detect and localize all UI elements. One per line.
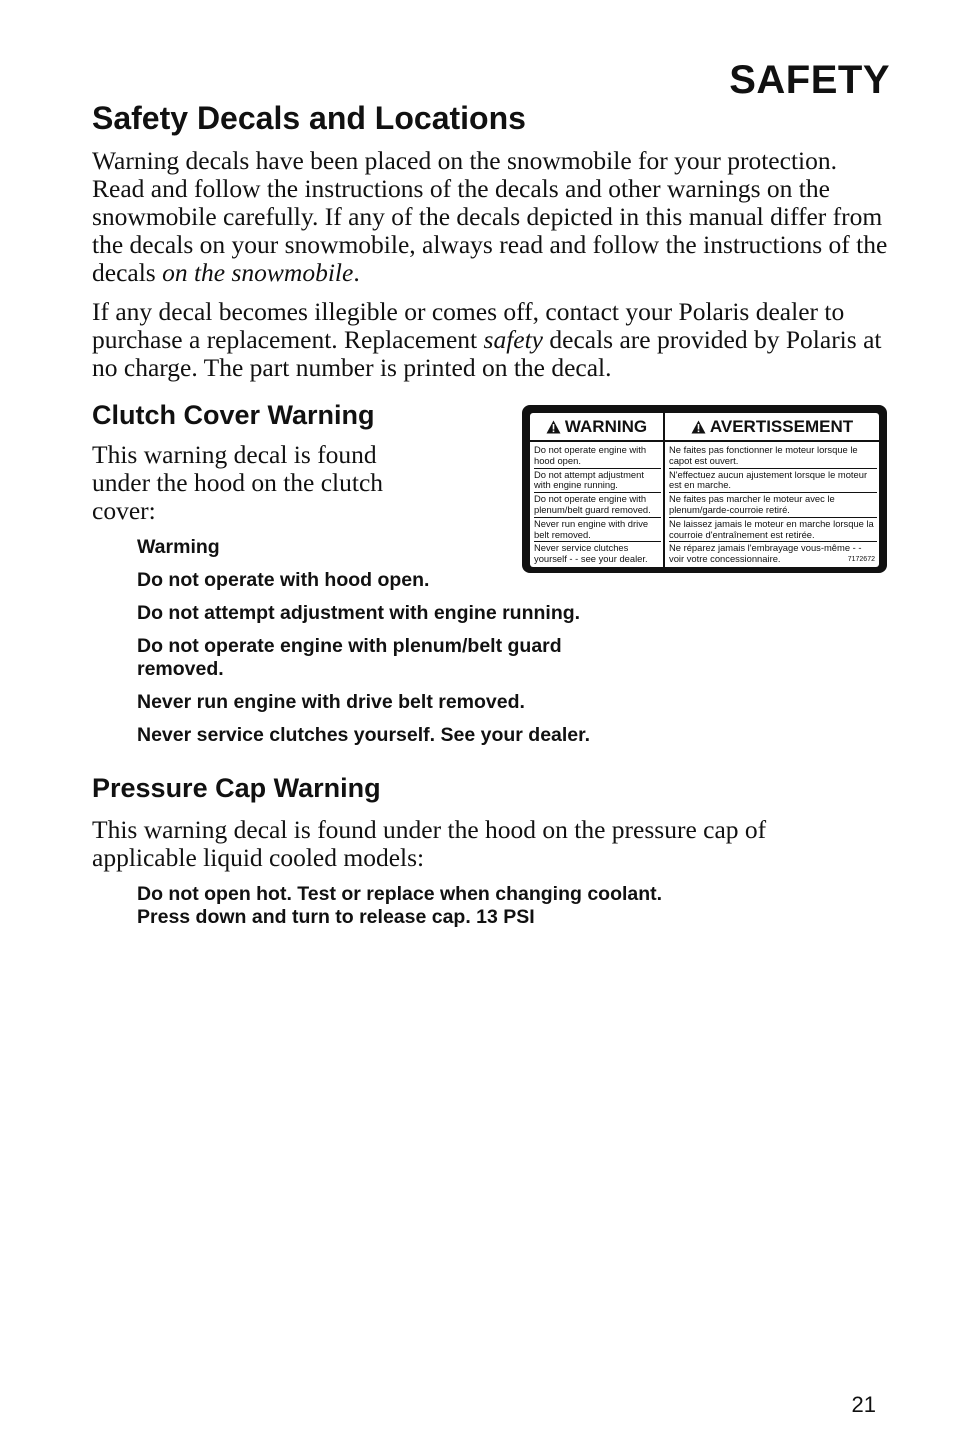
decal-en-line: Do not operate engine with plenum/belt guard removed. [534, 494, 661, 518]
decal-fr-line: N'effectuez aucun ajustement lorsque le moteur est en marche. [669, 470, 877, 494]
page-title: Safety Decals and Locations [92, 100, 526, 136]
decal-header-fr-text: AVERTISSEMENT [709, 416, 854, 436]
decal-fr-line: Ne laissez jamais le moteur en marche lorsque la courroie d'entraînement est retirée. [669, 519, 877, 543]
decal-en-line: Never run engine with drive belt removed. [534, 519, 661, 543]
pressure-line: Do not open hot. Test or replace when changing coolant. Press down and turn to release cap. 13 PSI [137, 883, 663, 928]
clutch-line: Do not operate with hood open. [137, 569, 430, 591]
decal-header-en [530, 413, 663, 442]
warning-triangle-icon [691, 420, 706, 434]
clutch-description: This warning decal is found under the hood on the clutch cover: [92, 440, 384, 525]
decal-en-line: Do not attempt adjustment with engine running. [534, 470, 661, 494]
decal-en-line: Never service clutches yourself - - see your dealer. [534, 542, 648, 565]
clutch-line: Never service clutches yourself. See your dealer. [137, 724, 591, 746]
clutch-line: Do not operate engine with plenum/belt guard removed. [137, 635, 562, 680]
intro-paragraph-2 [92, 298, 892, 382]
decal-fr-line: Ne faites pas marcher le moteur avec le plenum/garde-courroie retiré. [669, 494, 877, 518]
decal-french-column [665, 413, 879, 567]
decal-header-en-text: WARNING [564, 416, 648, 436]
warning-triangle-icon [546, 420, 561, 434]
clutch-line: Never run engine with drive belt removed. [137, 691, 525, 713]
decal-fr-line: Ne faites pas fonctionner le moteur lorsque le capot est ouvert. [669, 445, 877, 469]
decal-en-line: Do not operate engine with hood open. [534, 445, 661, 469]
intro-p2-text-b: decals are provided by Polaris at no charge. The part number is printed on the decal. [92, 325, 882, 382]
intro-p1-end: . [353, 258, 360, 287]
decal-header-fr [665, 413, 879, 442]
clutch-line: Warming [137, 536, 220, 558]
intro-p2-text-a: If any decal becomes illegible or comes off, contact your Polaris dealer to purchase a replacement. Replacement [92, 297, 845, 354]
intro-p1-text: Warning decals have been placed on the snowmobile for your protection. Read and follow the instructions of the decals and other warnings on the snowmobile carefully. If any of the decals depicted in this manual differ from the decals on your snowmobile, always read and follow the instructions of the decals [92, 146, 888, 287]
intro-p1-italic: on the snowmobile [162, 258, 354, 287]
clutch-line: Do not attempt adjustment with engine running. [137, 602, 581, 624]
clutch-decal-text [137, 536, 677, 757]
intro-paragraph-1 [92, 147, 892, 287]
decal-part-number: 7172672 [847, 556, 875, 563]
section-header: SAFETY [729, 58, 890, 102]
intro-p2-italic: safety [483, 325, 543, 354]
page-number: 21 [851, 1392, 876, 1417]
clutch-heading: Clutch Cover Warning [92, 400, 375, 430]
decal-fr-line: Ne réparez jamais l'embrayage vous-même - - voir votre concessionnaire. [669, 542, 862, 565]
pressure-description: This warning decal is found under the hood on the pressure cap of applicable liquid cooled models: [92, 815, 767, 872]
pressure-heading: Pressure Cap Warning [92, 773, 381, 803]
pressure-decal-text [137, 883, 697, 939]
